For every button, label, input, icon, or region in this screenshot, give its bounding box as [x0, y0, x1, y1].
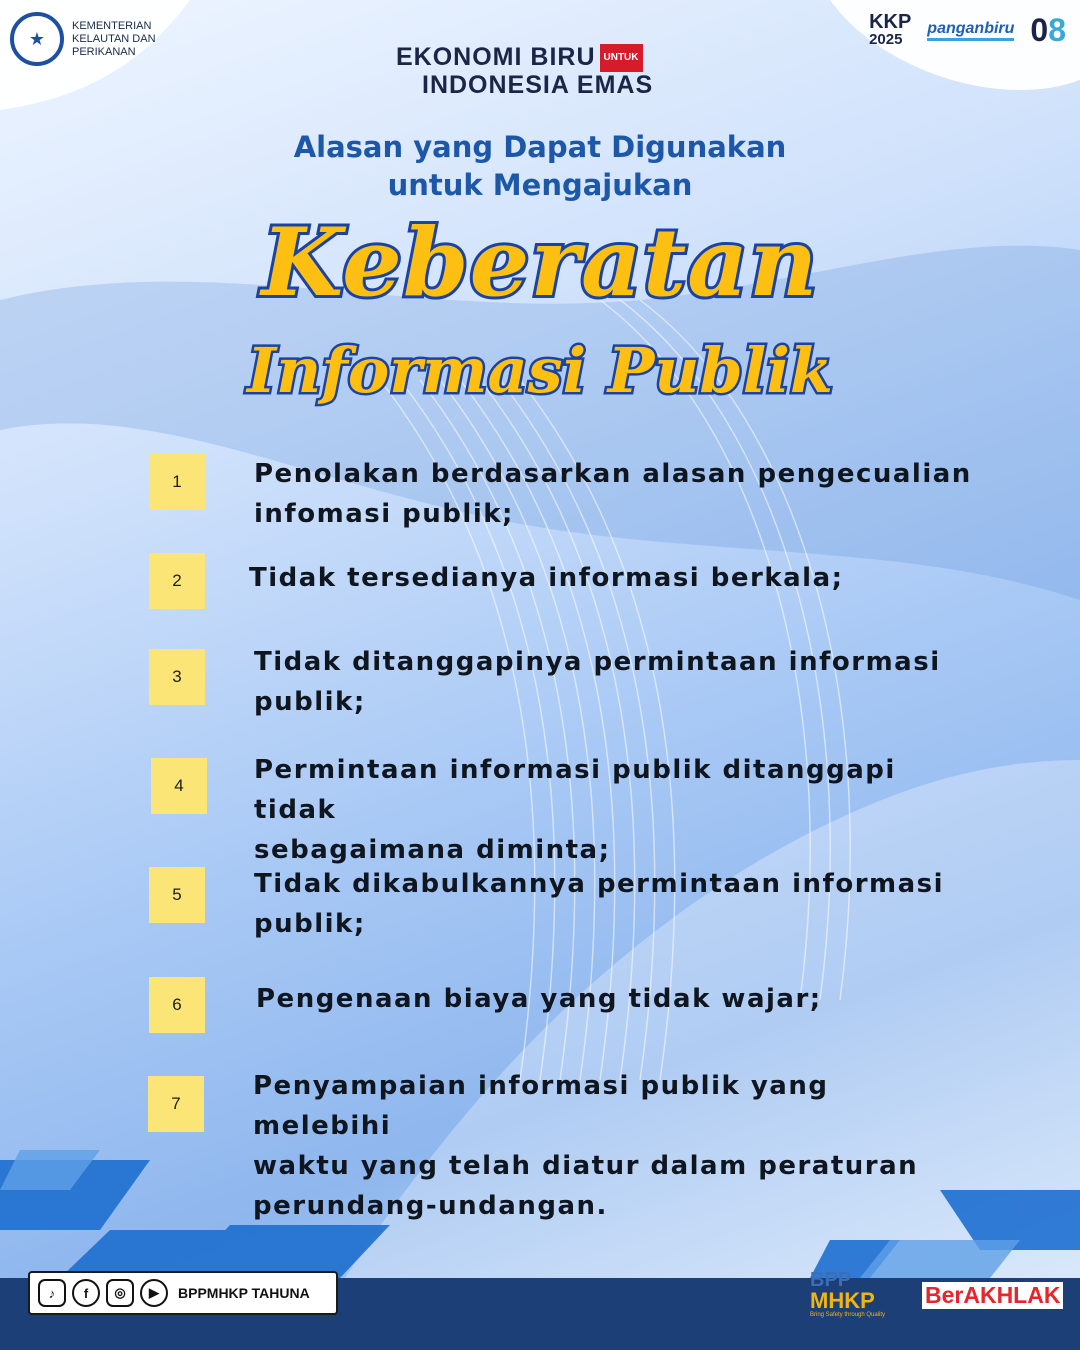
- item-number-badge: 7: [148, 1076, 204, 1132]
- facebook-icon[interactable]: f: [72, 1279, 100, 1307]
- youtube-icon[interactable]: ▶: [140, 1279, 168, 1307]
- zero-poverty-logo: 08: [1030, 12, 1066, 48]
- tiktok-icon[interactable]: ♪: [38, 1279, 66, 1307]
- subtitle-line1: Alasan yang Dapat Digunakan: [293, 130, 787, 164]
- campaign-tag: UNTUK: [600, 44, 643, 72]
- list-item: Penolakan berdasarkan alasan pengecualian infomasi publik;: [254, 459, 972, 529]
- partner-logos: [869, 12, 1066, 49]
- item-number-badge: 1: [149, 454, 205, 510]
- campaign-logo: [396, 44, 686, 98]
- list-item: Penyampaian informasi publik yang melebihi waktu yang telah diatur dalam peraturan perundang-undangan.: [253, 1071, 919, 1221]
- ministry-name: KEMENTERIAN KELAUTAN DAN PERIKANAN: [72, 19, 156, 58]
- list-item: Permintaan informasi publik ditanggapi tidak sebagaimana diminta;: [254, 755, 896, 865]
- title-line1: Keberatan: [261, 208, 819, 318]
- item-number-badge: 2: [149, 553, 205, 609]
- berakhlak-logo: BerAKHLAK: [922, 1282, 1063, 1309]
- social-media-strip: [28, 1271, 338, 1315]
- social-handle: BPPMHKP TAHUNA: [178, 1285, 310, 1301]
- subtitle: [240, 128, 840, 204]
- ministry-logo: [10, 12, 182, 66]
- list-item: Pengenaan biaya yang tidak wajar;: [256, 984, 822, 1014]
- garuda-emblem-icon: ★: [10, 12, 64, 66]
- title-line2: Informasi Publik: [247, 334, 833, 407]
- item-number-badge: 3: [149, 649, 205, 705]
- list-item: Tidak ditanggapinya permintaan informasi publik;: [254, 647, 941, 717]
- item-number-badge: 6: [149, 977, 205, 1033]
- list-item: Tidak tersedianya informasi berkala;: [249, 563, 844, 593]
- kkp-logo: KKP 2025: [869, 10, 912, 48]
- bppmhkp-logo: BPP MHKP Bring Safety through Quality: [810, 1269, 886, 1318]
- subtitle-line2: untuk Mengajukan: [387, 168, 693, 202]
- panganbiru-logo: panganbiru: [927, 20, 1014, 41]
- list-item: Tidak dikabulkannya permintaan informasi publik;: [254, 869, 945, 939]
- campaign-line1: EKONOMI BIRU: [396, 43, 596, 71]
- instagram-icon[interactable]: ◎: [106, 1279, 134, 1307]
- campaign-line2: INDONESIA EMAS: [422, 71, 654, 100]
- item-number-badge: 5: [149, 867, 205, 923]
- item-number-badge: 4: [151, 758, 207, 814]
